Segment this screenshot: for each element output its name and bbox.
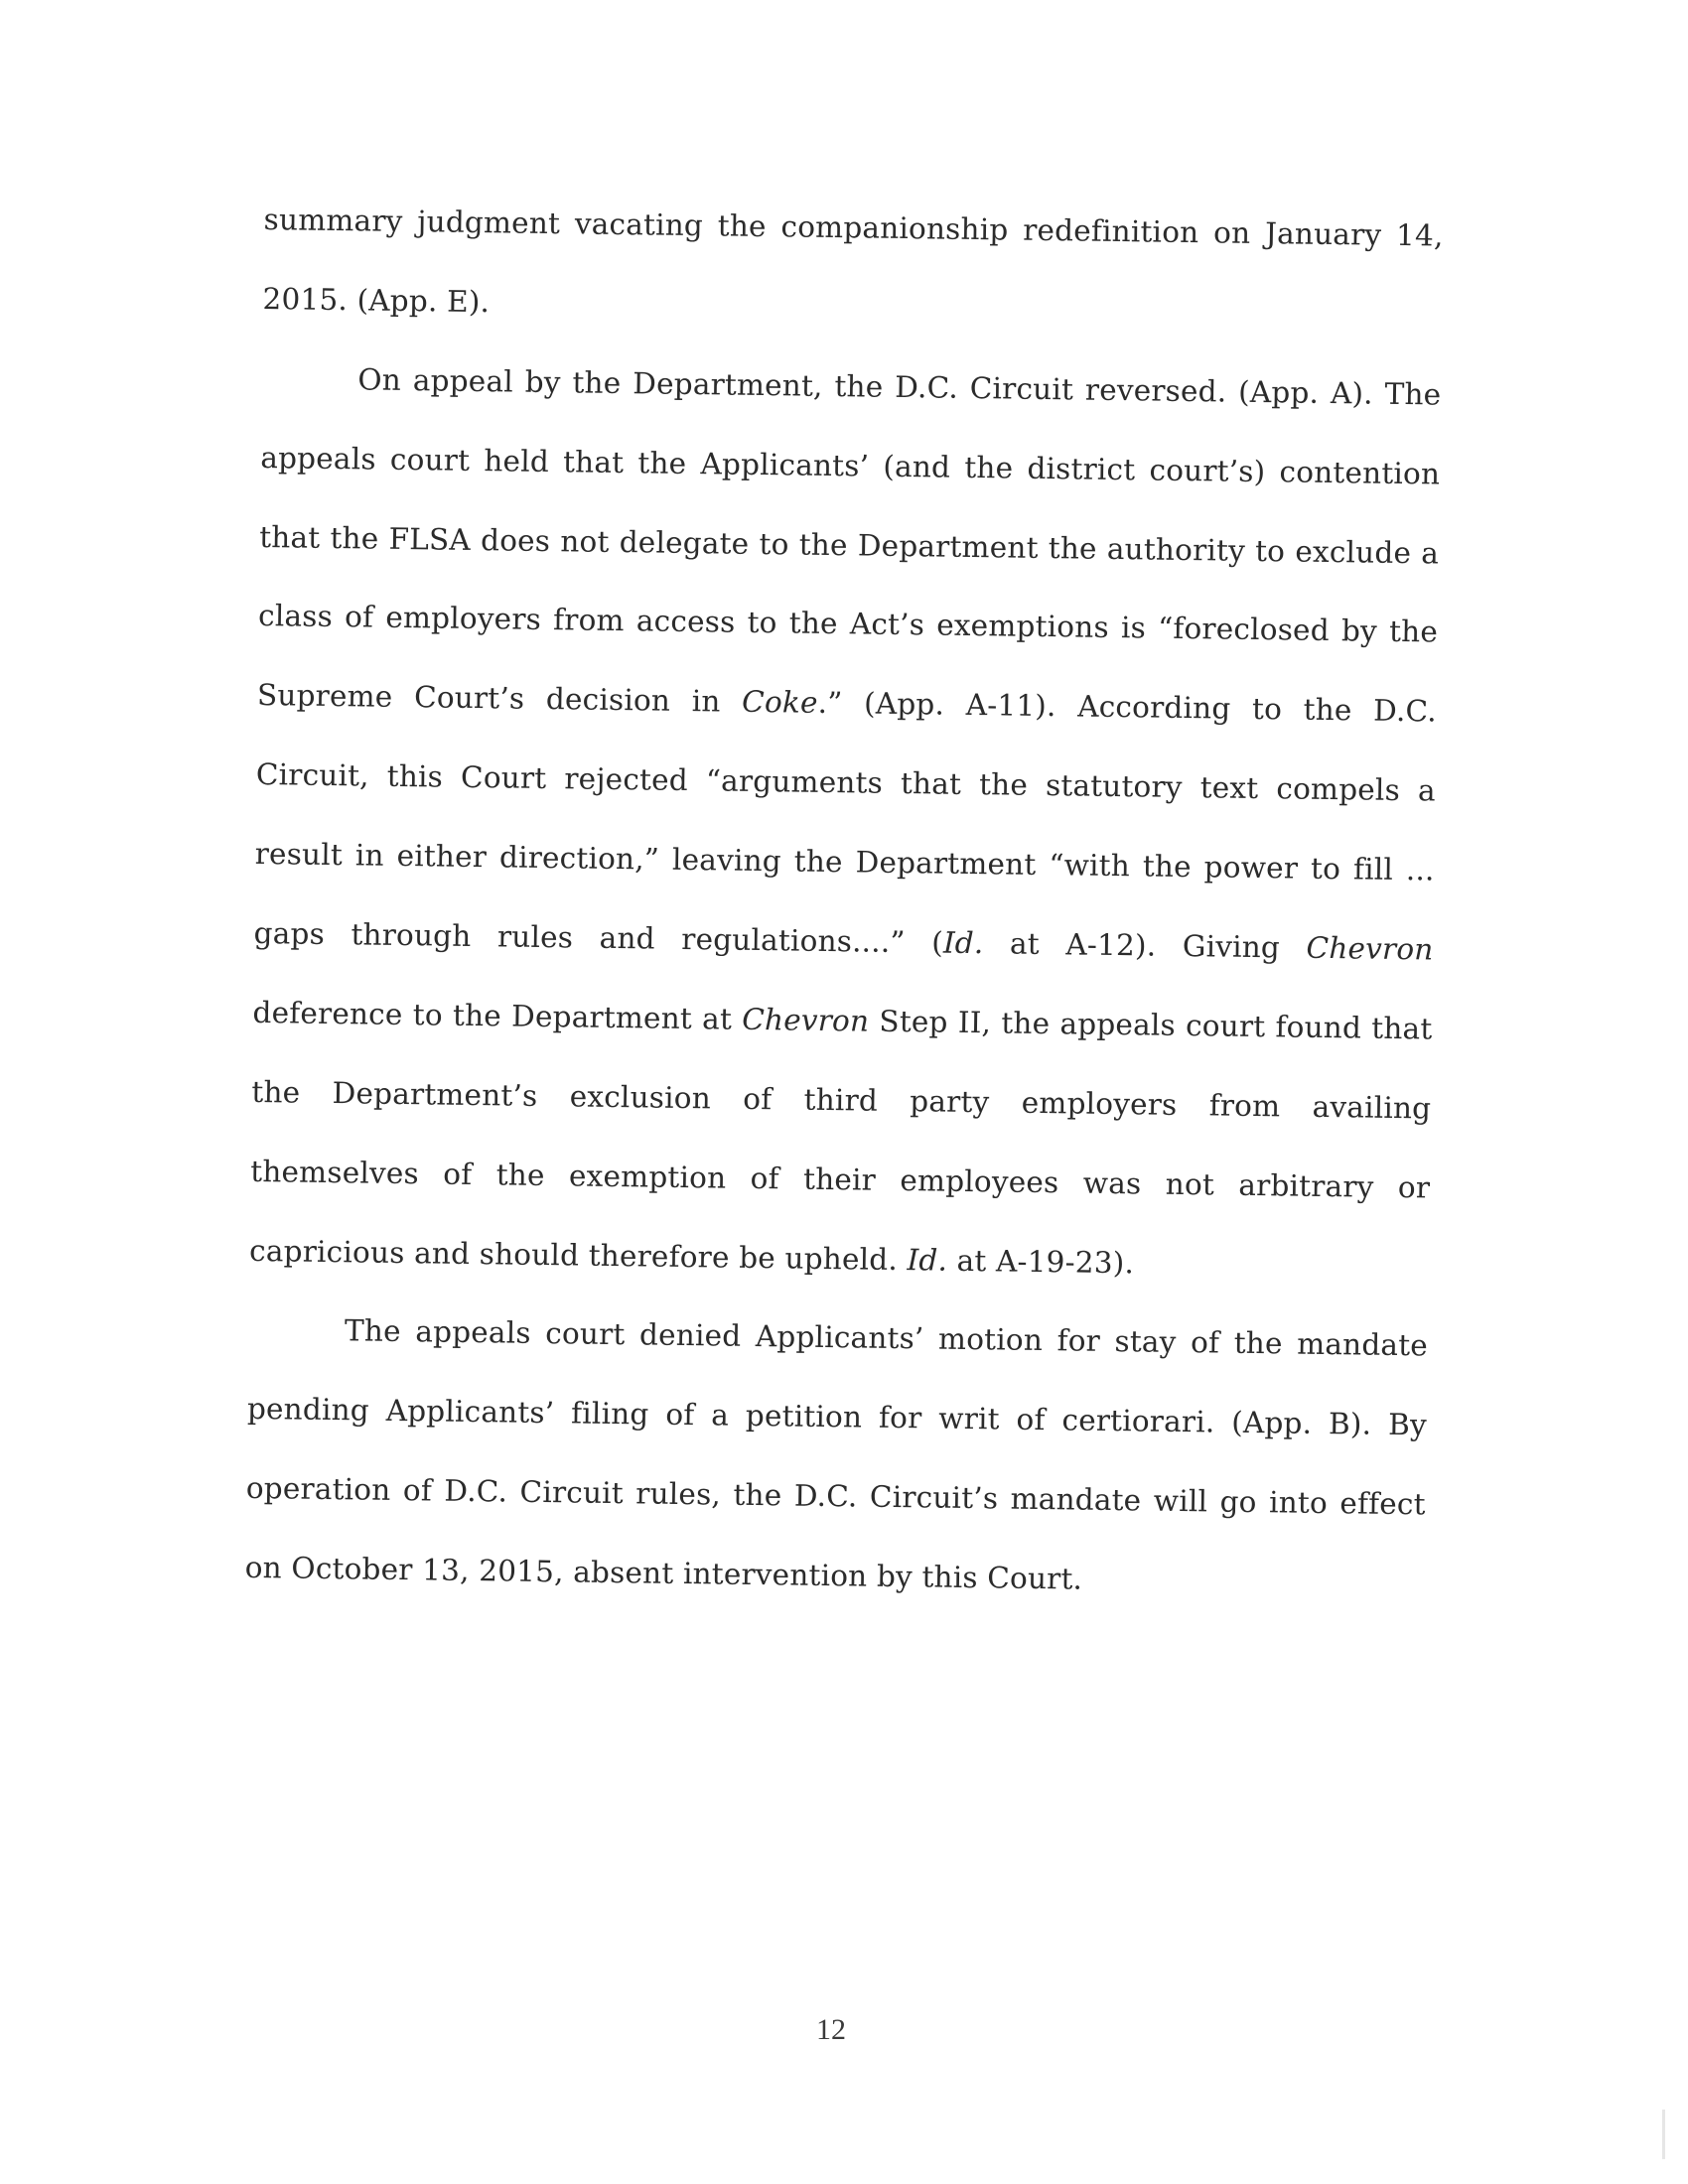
text-segment: result in either direction,” leaving the Department “with the power to fill ... bbox=[254, 837, 1435, 887]
paragraph bbox=[248, 355, 1441, 1323]
paragraph bbox=[244, 1306, 1428, 1640]
text-segment: at A-12). Giving bbox=[983, 926, 1307, 965]
text-segment: 2015. (App. E). bbox=[262, 281, 491, 320]
text-segment: .” (App. A-11). According to the D.C. bbox=[817, 686, 1438, 729]
text-segment: themselves of the exemption of their employees was not arbitrary or bbox=[250, 1154, 1431, 1205]
text-segment: On appeal by the Department, the D.C. Circuit reversed. (App. A). The bbox=[357, 362, 1442, 412]
italic-citation: Id. bbox=[942, 925, 984, 961]
text-segment: on October 13, 2015, absent intervention by this Court. bbox=[244, 1551, 1083, 1596]
text-segment: deference to the Department at bbox=[252, 995, 743, 1036]
text-segment: that the FLSA does not delegate to the Department the authority to exclude a bbox=[258, 519, 1440, 571]
text-segment: Step II, the appeals court found that bbox=[868, 1004, 1433, 1046]
body-text bbox=[244, 197, 1444, 1640]
text-segment: capricious and should therefore be upheld. bbox=[248, 1233, 908, 1277]
italic-citation: Chevron bbox=[1306, 930, 1434, 967]
page-number: 12 bbox=[816, 2013, 846, 2046]
italic-citation: Id. bbox=[907, 1242, 948, 1278]
text-segment: the Department’s exclusion of third party employers from availing bbox=[251, 1074, 1432, 1126]
text-segment: pending Applicants’ filing of a petition for writ of certiorari. (App. B). By bbox=[246, 1392, 1428, 1442]
text-segment: Supreme Court’s decision in bbox=[256, 678, 743, 720]
text-segment: summary judgment vacating the companionship redefinition on January 14, bbox=[263, 202, 1444, 253]
text-segment: The appeals court denied Applicants’ motion for stay of the mandate bbox=[344, 1313, 1429, 1363]
text-line bbox=[244, 1545, 1425, 1640]
text-segment: class of employers from access to the Act’s exemptions is “foreclosed by the bbox=[257, 599, 1439, 649]
text-segment: appeals court held that the Applicants’ (and the district court’s) contention bbox=[260, 440, 1441, 491]
italic-citation: Chevron bbox=[742, 1002, 870, 1038]
text-segment: at A-19-23). bbox=[946, 1243, 1135, 1280]
text-segment: operation of D.C. Circuit rules, the D.C. Circuit’s mandate will go into effect bbox=[245, 1471, 1426, 1522]
italic-citation: Coke bbox=[741, 685, 818, 721]
paragraph bbox=[262, 197, 1444, 371]
scan-edge-mark bbox=[1662, 2110, 1665, 2159]
text-segment: gaps through rules and regulations....” ( bbox=[253, 915, 944, 960]
text-segment: Circuit, this Court rejected “arguments that the statutory text compels a bbox=[255, 757, 1436, 808]
